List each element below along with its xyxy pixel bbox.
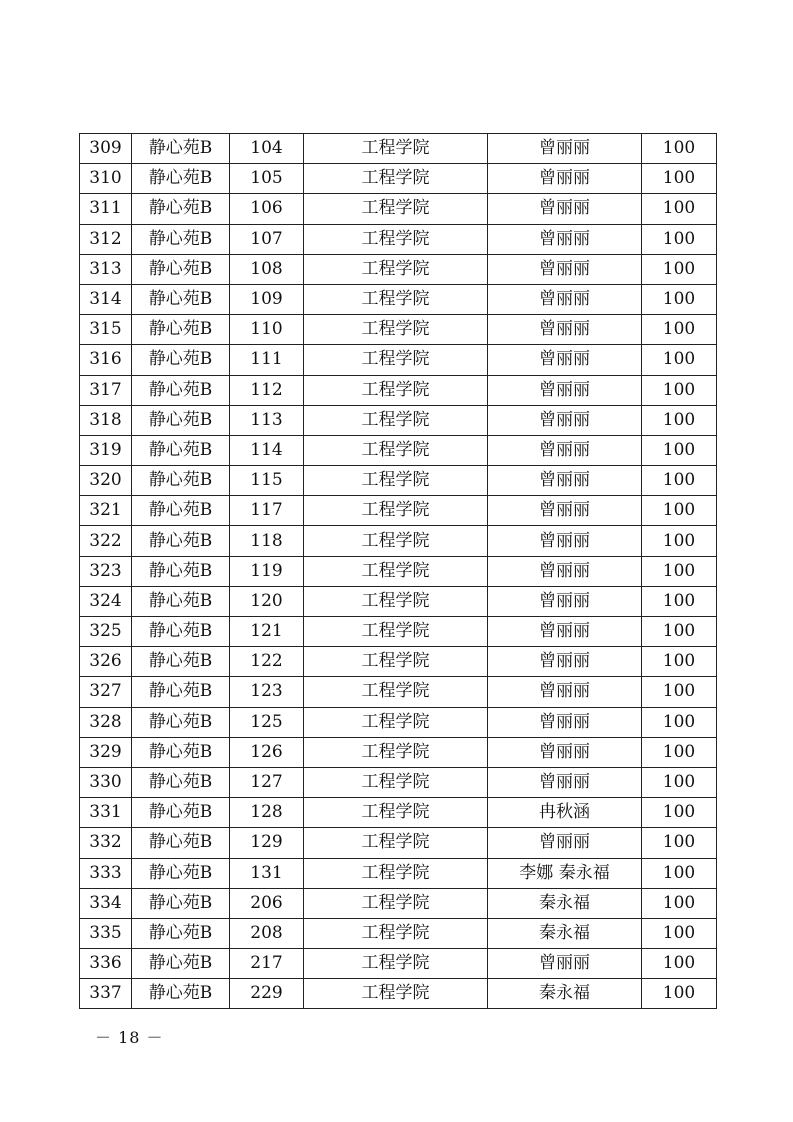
row-number-cell: 324 — [80, 586, 132, 616]
row-number-cell: 331 — [80, 798, 132, 828]
building-cell: 静心苑B — [132, 254, 230, 284]
building-cell: 静心苑B — [132, 315, 230, 345]
college-cell: 工程学院 — [304, 556, 488, 586]
row-number-cell: 330 — [80, 767, 132, 797]
building-cell: 静心苑B — [132, 918, 230, 948]
table-row — [80, 617, 717, 647]
room-number-cell: 206 — [230, 888, 304, 918]
room-number-cell: 108 — [230, 254, 304, 284]
table-row — [80, 315, 717, 345]
room-number-cell: 131 — [230, 858, 304, 888]
score-cell: 100 — [642, 375, 717, 405]
row-number-cell: 325 — [80, 617, 132, 647]
responsible-person-cell: 曾丽丽 — [488, 254, 642, 284]
building-cell: 静心苑B — [132, 586, 230, 616]
score-cell: 100 — [642, 466, 717, 496]
row-number-cell: 322 — [80, 526, 132, 556]
college-cell: 工程学院 — [304, 858, 488, 888]
room-number-cell: 123 — [230, 677, 304, 707]
college-cell: 工程学院 — [304, 496, 488, 526]
row-number-cell: 335 — [80, 918, 132, 948]
responsible-person-cell: 曾丽丽 — [488, 526, 642, 556]
responsible-person-cell: 曾丽丽 — [488, 737, 642, 767]
row-number-cell: 336 — [80, 949, 132, 979]
responsible-person-cell: 曾丽丽 — [488, 949, 642, 979]
college-cell: 工程学院 — [304, 617, 488, 647]
table-row — [80, 496, 717, 526]
row-number-cell: 309 — [80, 134, 132, 164]
building-cell: 静心苑B — [132, 224, 230, 254]
building-cell: 静心苑B — [132, 737, 230, 767]
building-cell: 静心苑B — [132, 979, 230, 1009]
room-number-cell: 126 — [230, 737, 304, 767]
score-cell: 100 — [642, 194, 717, 224]
building-cell: 静心苑B — [132, 767, 230, 797]
college-cell: 工程学院 — [304, 888, 488, 918]
responsible-person-cell: 曾丽丽 — [488, 164, 642, 194]
college-cell: 工程学院 — [304, 405, 488, 435]
row-number-cell: 320 — [80, 466, 132, 496]
table-row — [80, 405, 717, 435]
score-cell: 100 — [642, 888, 717, 918]
room-number-cell: 111 — [230, 345, 304, 375]
score-cell: 100 — [642, 647, 717, 677]
row-number-cell: 329 — [80, 737, 132, 767]
college-cell: 工程学院 — [304, 828, 488, 858]
table-row — [80, 647, 717, 677]
responsible-person-cell: 曾丽丽 — [488, 224, 642, 254]
score-cell: 100 — [642, 284, 717, 314]
building-cell: 静心苑B — [132, 888, 230, 918]
row-number-cell: 317 — [80, 375, 132, 405]
table-row — [80, 556, 717, 586]
building-cell: 静心苑B — [132, 798, 230, 828]
score-cell: 100 — [642, 586, 717, 616]
table-row — [80, 979, 717, 1009]
building-cell: 静心苑B — [132, 284, 230, 314]
responsible-person-cell: 曾丽丽 — [488, 375, 642, 405]
building-cell: 静心苑B — [132, 707, 230, 737]
table-row — [80, 375, 717, 405]
building-cell: 静心苑B — [132, 617, 230, 647]
college-cell: 工程学院 — [304, 435, 488, 465]
building-cell: 静心苑B — [132, 375, 230, 405]
table-row — [80, 435, 717, 465]
building-cell: 静心苑B — [132, 677, 230, 707]
row-number-cell: 326 — [80, 647, 132, 677]
table-row — [80, 254, 717, 284]
responsible-person-cell: 曾丽丽 — [488, 496, 642, 526]
table-row — [80, 828, 717, 858]
room-number-cell: 118 — [230, 526, 304, 556]
college-cell: 工程学院 — [304, 707, 488, 737]
row-number-cell: 311 — [80, 194, 132, 224]
room-number-cell: 119 — [230, 556, 304, 586]
college-cell: 工程学院 — [304, 284, 488, 314]
college-cell: 工程学院 — [304, 164, 488, 194]
college-cell: 工程学院 — [304, 134, 488, 164]
responsible-person-cell: 曾丽丽 — [488, 767, 642, 797]
score-cell: 100 — [642, 949, 717, 979]
college-cell: 工程学院 — [304, 677, 488, 707]
row-number-cell: 314 — [80, 284, 132, 314]
room-number-cell: 128 — [230, 798, 304, 828]
responsible-person-cell: 曾丽丽 — [488, 586, 642, 616]
building-cell: 静心苑B — [132, 526, 230, 556]
table-row — [80, 134, 717, 164]
score-cell: 100 — [642, 767, 717, 797]
table-row — [80, 707, 717, 737]
college-cell: 工程学院 — [304, 918, 488, 948]
score-cell: 100 — [642, 617, 717, 647]
building-cell: 静心苑B — [132, 556, 230, 586]
college-cell: 工程学院 — [304, 767, 488, 797]
table-row — [80, 858, 717, 888]
college-cell: 工程学院 — [304, 586, 488, 616]
building-cell: 静心苑B — [132, 164, 230, 194]
building-cell: 静心苑B — [132, 435, 230, 465]
row-number-cell: 315 — [80, 315, 132, 345]
row-number-cell: 328 — [80, 707, 132, 737]
responsible-person-cell: 曾丽丽 — [488, 617, 642, 647]
responsible-person-cell: 秦永福 — [488, 888, 642, 918]
row-number-cell: 319 — [80, 435, 132, 465]
table-row — [80, 194, 717, 224]
score-cell: 100 — [642, 164, 717, 194]
room-number-cell: 107 — [230, 224, 304, 254]
college-cell: 工程学院 — [304, 224, 488, 254]
building-cell: 静心苑B — [132, 466, 230, 496]
score-cell: 100 — [642, 828, 717, 858]
responsible-person-cell: 曾丽丽 — [488, 677, 642, 707]
room-number-cell: 120 — [230, 586, 304, 616]
score-cell: 100 — [642, 405, 717, 435]
row-number-cell: 313 — [80, 254, 132, 284]
responsible-person-cell: 曾丽丽 — [488, 315, 642, 345]
responsible-person-cell: 冉秋涵 — [488, 798, 642, 828]
responsible-person-cell: 曾丽丽 — [488, 707, 642, 737]
score-cell: 100 — [642, 345, 717, 375]
row-number-cell: 323 — [80, 556, 132, 586]
table-row — [80, 798, 717, 828]
score-cell: 100 — [642, 737, 717, 767]
row-number-cell: 334 — [80, 888, 132, 918]
room-number-cell: 122 — [230, 647, 304, 677]
score-cell: 100 — [642, 526, 717, 556]
table-row — [80, 526, 717, 556]
table-row — [80, 767, 717, 797]
room-number-cell: 129 — [230, 828, 304, 858]
score-cell: 100 — [642, 496, 717, 526]
row-number-cell: 337 — [80, 979, 132, 1009]
responsible-person-cell: 曾丽丽 — [488, 466, 642, 496]
room-number-cell: 105 — [230, 164, 304, 194]
responsible-person-cell: 曾丽丽 — [488, 345, 642, 375]
responsible-person-cell: 曾丽丽 — [488, 405, 642, 435]
score-cell: 100 — [642, 315, 717, 345]
room-number-cell: 217 — [230, 949, 304, 979]
table-row — [80, 224, 717, 254]
room-number-cell: 121 — [230, 617, 304, 647]
room-number-cell: 125 — [230, 707, 304, 737]
score-cell: 100 — [642, 435, 717, 465]
score-cell: 100 — [642, 224, 717, 254]
table-row — [80, 164, 717, 194]
row-number-cell: 333 — [80, 858, 132, 888]
score-cell: 100 — [642, 556, 717, 586]
table-row — [80, 284, 717, 314]
college-cell: 工程学院 — [304, 466, 488, 496]
responsible-person-cell: 秦永福 — [488, 979, 642, 1009]
college-cell: 工程学院 — [304, 647, 488, 677]
college-cell: 工程学院 — [304, 254, 488, 284]
room-number-cell: 208 — [230, 918, 304, 948]
room-number-cell: 106 — [230, 194, 304, 224]
table-row — [80, 345, 717, 375]
table-row — [80, 737, 717, 767]
row-number-cell: 327 — [80, 677, 132, 707]
responsible-person-cell: 曾丽丽 — [488, 435, 642, 465]
row-number-cell: 310 — [80, 164, 132, 194]
building-cell: 静心苑B — [132, 345, 230, 375]
responsible-person-cell: 曾丽丽 — [488, 647, 642, 677]
score-cell: 100 — [642, 707, 717, 737]
college-cell: 工程学院 — [304, 345, 488, 375]
score-cell: 100 — [642, 918, 717, 948]
room-number-cell: 109 — [230, 284, 304, 314]
table-body — [80, 134, 717, 1009]
college-cell: 工程学院 — [304, 375, 488, 405]
row-number-cell: 332 — [80, 828, 132, 858]
room-number-cell: 110 — [230, 315, 304, 345]
row-number-cell: 321 — [80, 496, 132, 526]
college-cell: 工程学院 — [304, 194, 488, 224]
room-number-cell: 104 — [230, 134, 304, 164]
college-cell: 工程学院 — [304, 949, 488, 979]
college-cell: 工程学院 — [304, 798, 488, 828]
building-cell: 静心苑B — [132, 194, 230, 224]
page-number: － 18 － — [95, 1028, 164, 1047]
building-cell: 静心苑B — [132, 828, 230, 858]
room-number-cell: 112 — [230, 375, 304, 405]
college-cell: 工程学院 — [304, 737, 488, 767]
table-row — [80, 586, 717, 616]
room-number-cell: 117 — [230, 496, 304, 526]
building-cell: 静心苑B — [132, 134, 230, 164]
row-number-cell: 316 — [80, 345, 132, 375]
room-number-cell: 115 — [230, 466, 304, 496]
score-cell: 100 — [642, 134, 717, 164]
score-cell: 100 — [642, 798, 717, 828]
responsible-person-cell: 李娜 秦永福 — [488, 858, 642, 888]
score-cell: 100 — [642, 979, 717, 1009]
responsible-person-cell: 曾丽丽 — [488, 284, 642, 314]
room-number-cell: 113 — [230, 405, 304, 435]
college-cell: 工程学院 — [304, 315, 488, 345]
responsible-person-cell: 曾丽丽 — [488, 828, 642, 858]
table-row — [80, 949, 717, 979]
building-cell: 静心苑B — [132, 949, 230, 979]
room-number-cell: 229 — [230, 979, 304, 1009]
table-row — [80, 677, 717, 707]
table-row — [80, 466, 717, 496]
responsible-person-cell: 曾丽丽 — [488, 194, 642, 224]
dorm-score-table — [79, 133, 717, 1009]
table-row — [80, 918, 717, 948]
responsible-person-cell: 秦永福 — [488, 918, 642, 948]
row-number-cell: 312 — [80, 224, 132, 254]
row-number-cell: 318 — [80, 405, 132, 435]
score-cell: 100 — [642, 677, 717, 707]
room-number-cell: 114 — [230, 435, 304, 465]
room-number-cell: 127 — [230, 767, 304, 797]
building-cell: 静心苑B — [132, 858, 230, 888]
score-cell: 100 — [642, 254, 717, 284]
building-cell: 静心苑B — [132, 496, 230, 526]
college-cell: 工程学院 — [304, 526, 488, 556]
responsible-person-cell: 曾丽丽 — [488, 134, 642, 164]
building-cell: 静心苑B — [132, 405, 230, 435]
table-row — [80, 888, 717, 918]
building-cell: 静心苑B — [132, 647, 230, 677]
score-cell: 100 — [642, 858, 717, 888]
college-cell: 工程学院 — [304, 979, 488, 1009]
responsible-person-cell: 曾丽丽 — [488, 556, 642, 586]
